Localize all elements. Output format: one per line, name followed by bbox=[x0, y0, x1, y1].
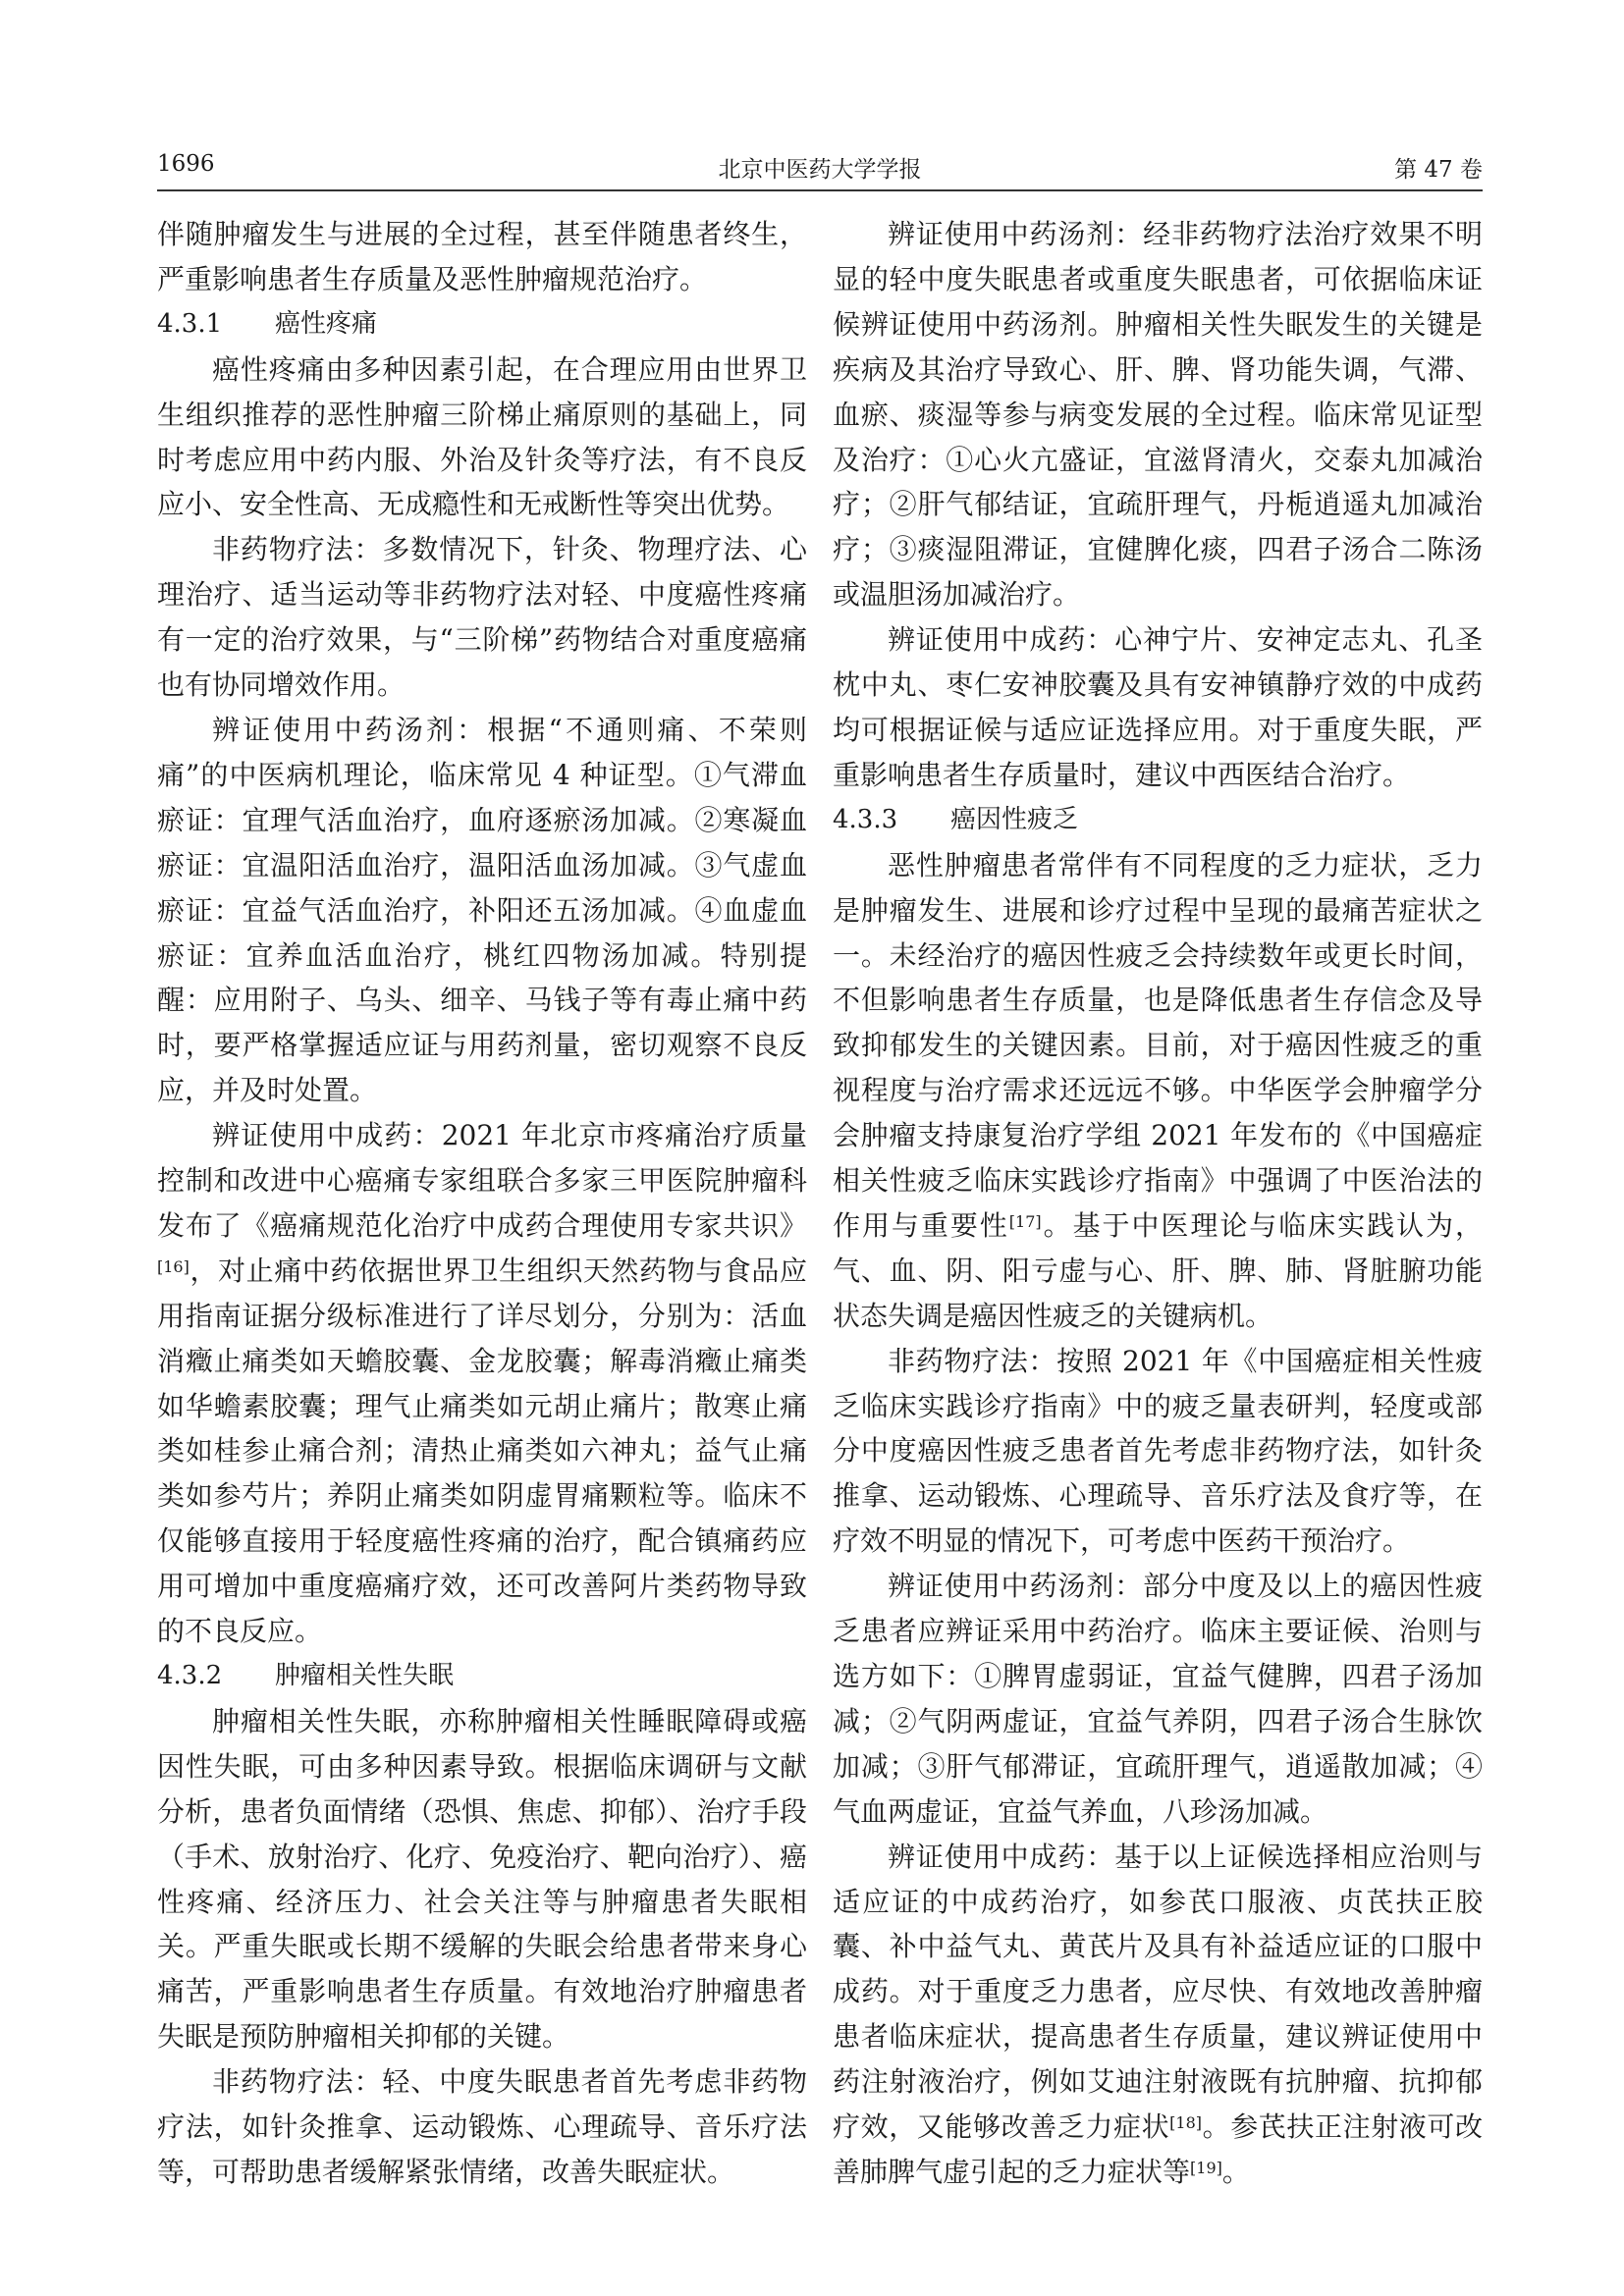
paragraph: 肿瘤相关性失眠，亦称肿瘤相关性睡眠障碍或癌因性失眠，可由多种因素导致。根据临床调研与文献分析，患者负面情绪（恐惧、焦虑、抑郁）、治疗手段（手术、放射治疗、化疗、免疫治疗、靶向治疗）、癌性疼痛、经济压力、社会关注等与肿瘤患者失眠相关。严重失眠或长期不缓解的失眠会给患者带来身心痛苦，严重影响患者生存质量。有效地治疗肿瘤患者失眠是预防肿瘤相关抑郁的关键。 bbox=[157, 1704, 807, 2054]
section-number: 4.3.1 bbox=[157, 308, 223, 339]
header-rule bbox=[157, 189, 1483, 191]
section-heading-4-3-3 bbox=[833, 798, 1483, 843]
paragraph: 非药物疗法：按照 2021 年《中国癌症相关性疲乏临床实践诊疗指南》中的疲乏量表研判，轻度或部分中度癌因性疲乏患者首先考虑非药物疗法，如针灸推拿、运动锻炼、心理疏导、音乐疗法及食疗等，在疗效不明显的情况下，可考虑中医药干预治疗。 bbox=[833, 1344, 1483, 1558]
citation-ref: [18] bbox=[1169, 2113, 1203, 2133]
paragraph: 辨证使用中药汤剂：经非药物疗法治疗效果不明显的轻中度失眠患者或重度失眠患者，可依据临床证候辨证使用中药汤剂。肿瘤相关性失眠发生的关键是疾病及其治疗导致心、肝、脾、肾功能失调，气滞、血瘀、痰湿等参与病变发展的全过程。临床常见证型及治疗：①心火亢盛证，宜滋肾清火，交泰丸加减治疗；②肝气郁结证，宜疏肝理气，丹栀逍遥丸加减治疗；③痰湿阻滞证，宜健脾化痰，四君子汤合二陈汤或温胆汤加减治疗。 bbox=[833, 218, 1483, 612]
section-title: 癌因性疲乏 bbox=[950, 804, 1079, 834]
section-number: 4.3.3 bbox=[833, 804, 898, 834]
paragraph-text: 辨证使用中成药：基于以上证候选择相应治则与适应证的中成药治疗，如参芪口服液、贞芪扶正胶囊、补中益气丸、黄芪片及具有补益适应证的口服中成药。对于重度乏力患者，应尽快、有效地改善肿瘤患者临床症状，提高患者生存质量，建议辨证使用中药注射液治疗，例如艾迪注射液既有抗肿瘤、抗抑郁疗效，又能够改善乏力症状 bbox=[833, 1840, 1483, 2144]
paragraph: 辨证使用中药汤剂：部分中度及以上的癌因性疲乏患者应辨证采用中药治疗。临床主要证候、治则与选方如下：①脾胃虚弱证，宜益气健脾，四君子汤加减；②气阴两虚证，宜益气养阴，四君子汤合生脉饮加减；③肝气郁滞证，宜疏肝理气，逍遥散加减；④气血两虚证，宜益气养血，八珍汤加减。 bbox=[833, 1570, 1483, 1828]
paragraph: 非药物疗法：多数情况下，针灸、物理疗法、心理治疗、适当运动等非药物疗法对轻、中度癌性疼痛有一定的治疗效果，与“三阶梯”药物结合对重度癌痛也有协同增效作用。 bbox=[157, 533, 807, 702]
paragraph bbox=[833, 1835, 1483, 2195]
section-heading-4-3-2 bbox=[157, 1654, 807, 1699]
paragraph bbox=[157, 1113, 807, 1654]
paragraph bbox=[833, 843, 1483, 1339]
citation-ref: [17] bbox=[1008, 1211, 1042, 1231]
running-header bbox=[157, 151, 1483, 190]
journal-title: 北京中医药大学学报 bbox=[718, 157, 922, 183]
paragraph-text: 。参芪扶正注射液可改善肺脾气虚引起的乏力症状等 bbox=[833, 2110, 1483, 2188]
paragraph-text: ，对止痛中药依据世界卫生组织天然药物与食品应用指南证据分级标准进行了详尽划分，分别为：活血消癥止痛类如天蟾胶囊、金龙胶囊；解毒消癥止痛类如华蟾素胶囊；理气止痛类如元胡止痛片；散寒止痛类如桂参止痛合剂；清热止痛类如六神丸；益气止痛类如参芍片；养阴止痛类如阴虚胃痛颗粒等。临床不仅能够直接用于轻度癌性疼痛的治疗，配合镇痛药应用可增加中重度癌痛疗效，还可改善阿片类药物导致的不良反应。 bbox=[157, 1254, 807, 1648]
paragraph: 辨证使用中药汤剂：根据“不通则痛、不荣则痛”的中医病机理论，临床常见 4 种证型。①气滞血瘀证：宜理气活血治疗，血府逐瘀汤加减。②寒凝血瘀证：宜温阳活血治疗，温阳活血汤加减。③气虚血瘀证：宜益气活血治疗，补阳还五汤加减。④血虚血瘀证：宜养血活血治疗，桃红四物汤加减。特别提醒：应用附子、乌头、细辛、马钱子等有毒止痛中药时，要严格掌握适应证与用药剂量，密切观察不良反应，并及时处置。 bbox=[157, 713, 807, 1107]
paragraph-text: 恶性肿瘤患者常伴有不同程度的乏力症状，乏力是肿瘤发生、进展和诊疗过程中呈现的最痛苦症状之一。未经治疗的癌因性疲乏会持续数年或更长时间，不但影响患者生存质量，也是降低患者生存信念及导致抑郁发生的关键因素。目前，对于癌因性疲乏的重视程度与治疗需求还远远不够。中华医学会肿瘤学分会肿瘤支持康复治疗学组 2021 年发布的《中国癌症相关性疲乏临床实践诊疗指南》中强调了中医治法的作用与重要性 bbox=[833, 848, 1483, 1242]
right-column bbox=[833, 212, 1483, 2195]
section-title: 癌性疼痛 bbox=[275, 308, 378, 339]
volume-label: 第 47 卷 bbox=[1394, 157, 1483, 183]
left-column bbox=[157, 212, 807, 2195]
paragraph: 辨证使用中成药：心神宁片、安神定志丸、孔圣枕中丸、枣仁安神胶囊及具有安神镇静疗效的中成药均可根据证候与适应证选择应用。对于重度失眠，严重影响患者生存质量时，建议中西医结合治疗。 bbox=[833, 623, 1483, 791]
paragraph: 非药物疗法：轻、中度失眠患者首先考虑非药物疗法，如针灸推拿、运动锻炼、心理疏导、音乐疗法等，可帮助患者缓解紧张情绪，改善失眠症状。 bbox=[157, 2065, 807, 2188]
section-title: 肿瘤相关性失眠 bbox=[275, 1661, 455, 1690]
paragraph-text: 。基于中医理论与临床实践认为，气、血、阴、阳亏虚与心、肝、脾、肺、肾脏腑功能状态失调是癌因性疲乏的关键病机。 bbox=[833, 1208, 1483, 1332]
section-number: 4.3.2 bbox=[157, 1661, 223, 1690]
paragraph-text: 。 bbox=[1221, 2155, 1250, 2188]
paragraph: 伴随肿瘤发生与进展的全过程，甚至伴随患者终生，严重影响患者生存质量及恶性肿瘤规范治疗。 bbox=[157, 218, 807, 295]
page-number: 1696 bbox=[157, 151, 215, 177]
section-heading-4-3-1 bbox=[157, 302, 807, 347]
citation-ref: [16] bbox=[157, 1256, 189, 1276]
paragraph: 癌性疼痛由多种因素引起，在合理应用由世界卫生组织推荐的恶性肿瘤三阶梯止痛原则的基础上，同时考虑应用中药内服、外治及针灸等疗法，有不良反应小、安全性高、无成瘾性和无戒断性等突出优势。 bbox=[157, 352, 807, 521]
citation-ref: [19] bbox=[1190, 2158, 1222, 2177]
paragraph-text: 辨证使用中成药：2021 年北京市疼痛治疗质量控制和改进中心癌痛专家组联合多家三甲医院肿瘤科发布了《癌痛规范化治疗中成药合理使用专家共识》 bbox=[157, 1119, 807, 1242]
